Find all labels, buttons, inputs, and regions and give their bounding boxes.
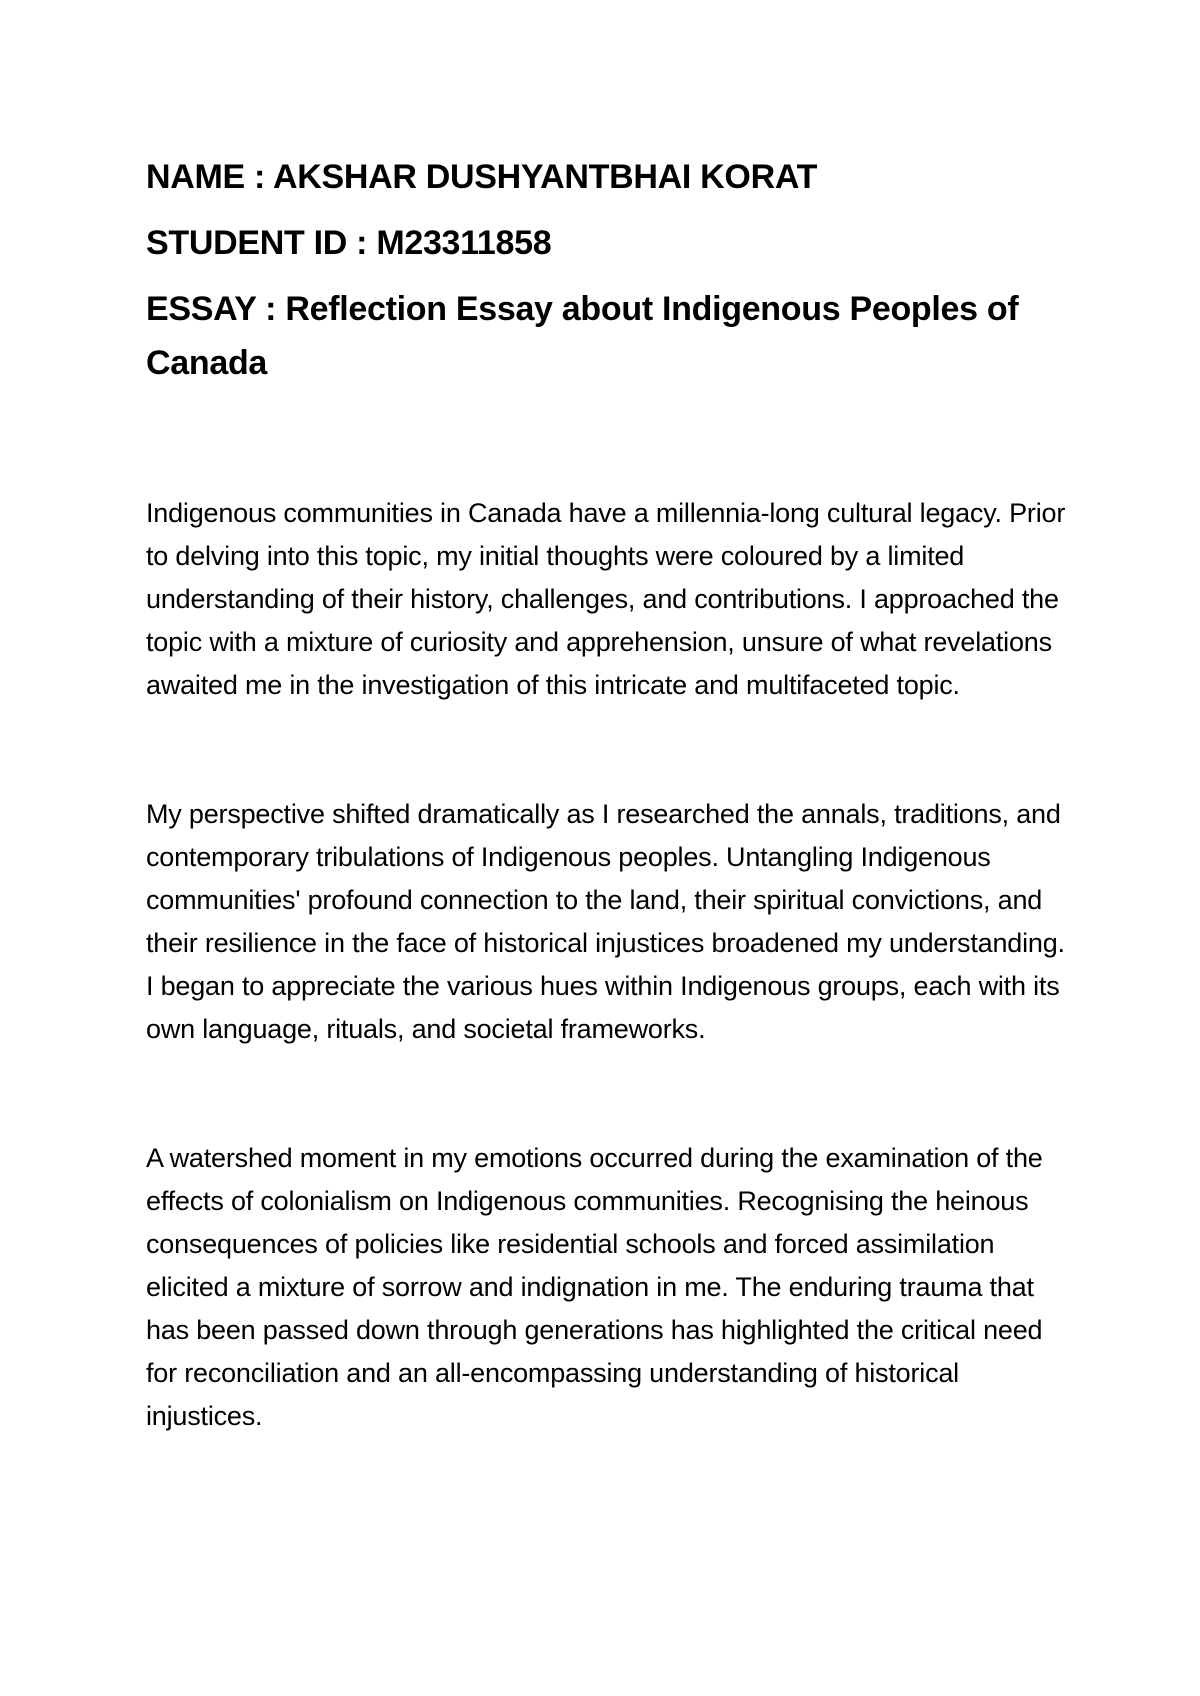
student-name-heading: NAME : AKSHAR DUSHYANTBHAI KORAT	[146, 158, 818, 196]
essay-paragraph: A watershed moment in my emotions occurred during the examination of the effects of colonialism on Indigenous communities. Recognising the heinous consequences of policies like residential schools and forced assimilation elicited a mixture of sorrow and indignation in me. The enduring trauma that has been passed down through generations has highlighted the critical need for reconciliation and an all-encompassing understanding of historical injustices.	[146, 1143, 1043, 1431]
essay-paragraph: Indigenous communities in Canada have a millennia-long cultural legacy. Prior to delving into this topic, my initial thoughts were coloured by a limited understanding of their history, challenges, and contributions. I approached the topic with a mixture of curiosity and apprehension, unsure of what revelations awaited me in the investigation of this intricate and multifaceted topic.	[146, 498, 1066, 700]
essay-body	[146, 492, 1076, 1438]
essay-title-heading: ESSAY : Reflection Essay about Indigenous Peoples of Canada	[146, 290, 1019, 382]
document-content	[146, 150, 1076, 1524]
student-id-heading: STUDENT ID : M23311858	[146, 224, 552, 262]
essay-paragraph: My perspective shifted dramatically as I researched the annals, traditions, and contemporary tribulations of Indigenous peoples. Untangling Indigenous communities' profound connection to the land, their spiritual convictions, and their resilience in the face of historical injustices broadened my understanding. I began to appreciate the various hues within Indigenous groups, each with its own language, rituals, and societal frameworks.	[146, 799, 1065, 1044]
